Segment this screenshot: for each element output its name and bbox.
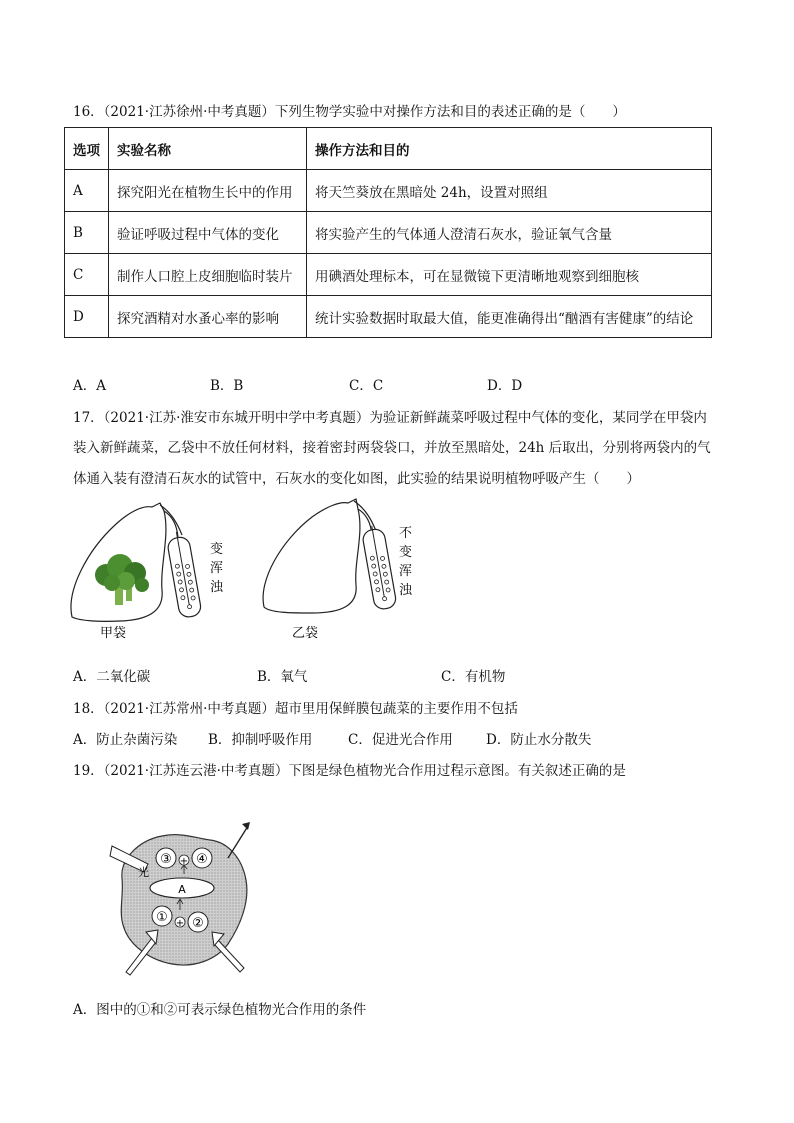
circle-3-label: ③ (160, 852, 172, 867)
test-tube-b (361, 524, 397, 611)
q17-stem-line: 体通入装有澄清石灰水的试管中，石灰水的变化如图，此实验的结果说明植物呼吸产生（ ） (73, 471, 640, 487)
table-cell: 将天竺葵放在黑暗处 24h，设置对照组 (307, 170, 712, 212)
table-cell: 制作人口腔上皮细胞临时装片 (109, 254, 307, 296)
test-tube-a (166, 530, 203, 619)
tube-a-text-char: 浑 (210, 561, 224, 576)
q19-figure (100, 818, 260, 978)
table-cell: A (65, 170, 109, 212)
output-arrow-icon (228, 822, 250, 858)
table-row (65, 254, 712, 296)
table-cell: 统计实验数据时取最大值，能更准确得出“酗酒有害健康”的结论 (307, 296, 712, 338)
q16-option-a[interactable]: A．A (73, 378, 106, 394)
tube-a-text-char: 浊 (210, 580, 224, 595)
tube-b-text-char: 浊 (399, 583, 413, 598)
table-header-row (65, 128, 712, 170)
table-cell: 验证呼吸过程中气体的变化 (109, 212, 307, 254)
q19-stem: 19．（2021·江苏连云港·中考真题）下图是绿色植物光合作用过程示意图。有关叙述正确的是 (73, 763, 626, 779)
table-header-cell: 实验名称 (109, 128, 307, 170)
leaf-shape (121, 835, 247, 965)
light-label: 光 (138, 866, 149, 879)
table-header-cell: 选项 (65, 128, 109, 170)
q18-option-b[interactable]: B．抑制呼吸作用 (208, 732, 313, 748)
bag-a-label: 甲袋 (100, 626, 127, 641)
q19-option-a[interactable]: A．图中的①和②可表示绿色植物光合作用的条件 (73, 1002, 367, 1018)
table-cell: B (65, 212, 109, 254)
q17-option-a[interactable]: A．二氧化碳 (73, 669, 151, 685)
table-cell: 用碘酒处理标本，可在显微镜下更清晰地观察到细胞核 (307, 254, 712, 296)
q18-option-c[interactable]: C．促进光合作用 (348, 732, 453, 748)
circle-1-label: ① (156, 910, 168, 925)
tube-b-text-char: 不 (399, 526, 413, 541)
table-cell: 探究酒精对水蚤心率的影响 (109, 296, 307, 338)
table-row (65, 212, 712, 254)
plus-sign-2: + (175, 918, 185, 929)
q17-stem-line: 装入新鲜蔬菜，乙袋中不放任何材料，接着密封两袋袋口，并放至黑暗处，24h 后取出，分别将两袋内的气 (73, 440, 711, 456)
plus-sign: + (179, 856, 189, 867)
circle-2-label: ② (192, 916, 204, 931)
table-cell: 探究阳光在植物生长中的作用 (109, 170, 307, 212)
q18-option-d[interactable]: D．防止水分散失 (486, 732, 592, 748)
table-row (65, 170, 712, 212)
tube-b-text-char: 浑 (399, 564, 413, 579)
q17-stem-line: 17．（2021·江苏·淮安市东城开明中学中考真题）为验证新鲜蔬菜呼吸过程中气体的变化，某同学在甲袋内 (73, 410, 707, 426)
table-cell: 将实验产生的气体通人澄清石灰水，验证氧气含量 (307, 212, 712, 254)
q16-option-b[interactable]: B．B (210, 378, 244, 394)
q18-stem: 18．（2021·江苏常州·中考真题）超市里用保鲜膜包蔬菜的主要作用不包括 (73, 701, 518, 717)
table-cell: C (65, 254, 109, 296)
bag-b-outline (263, 499, 360, 613)
tube-a-text-char: 变 (210, 542, 224, 557)
circle-4-label: ④ (196, 852, 208, 867)
table-cell: D (65, 296, 109, 338)
q16-option-c[interactable]: C．C (349, 378, 384, 394)
q16-option-d[interactable]: D．D (487, 378, 523, 394)
q16-table (64, 127, 712, 338)
tube-b-text-char: 变 (399, 545, 413, 560)
q17-option-c[interactable]: C．有机物 (441, 669, 506, 685)
table-header-cell: 操作方法和目的 (307, 128, 712, 170)
q17-figure (60, 495, 440, 645)
table-row (65, 296, 712, 338)
q18-option-a[interactable]: A．防止杂菌污染 (73, 732, 178, 748)
center-label: A (178, 883, 186, 896)
q17-option-b[interactable]: B．氧气 (257, 669, 308, 685)
q16-stem: 16．（2021·江苏徐州·中考真题）下列生物学实验中对操作方法和目的表述正确的是（ ） (73, 104, 626, 120)
bag-b-label: 乙袋 (292, 626, 319, 641)
